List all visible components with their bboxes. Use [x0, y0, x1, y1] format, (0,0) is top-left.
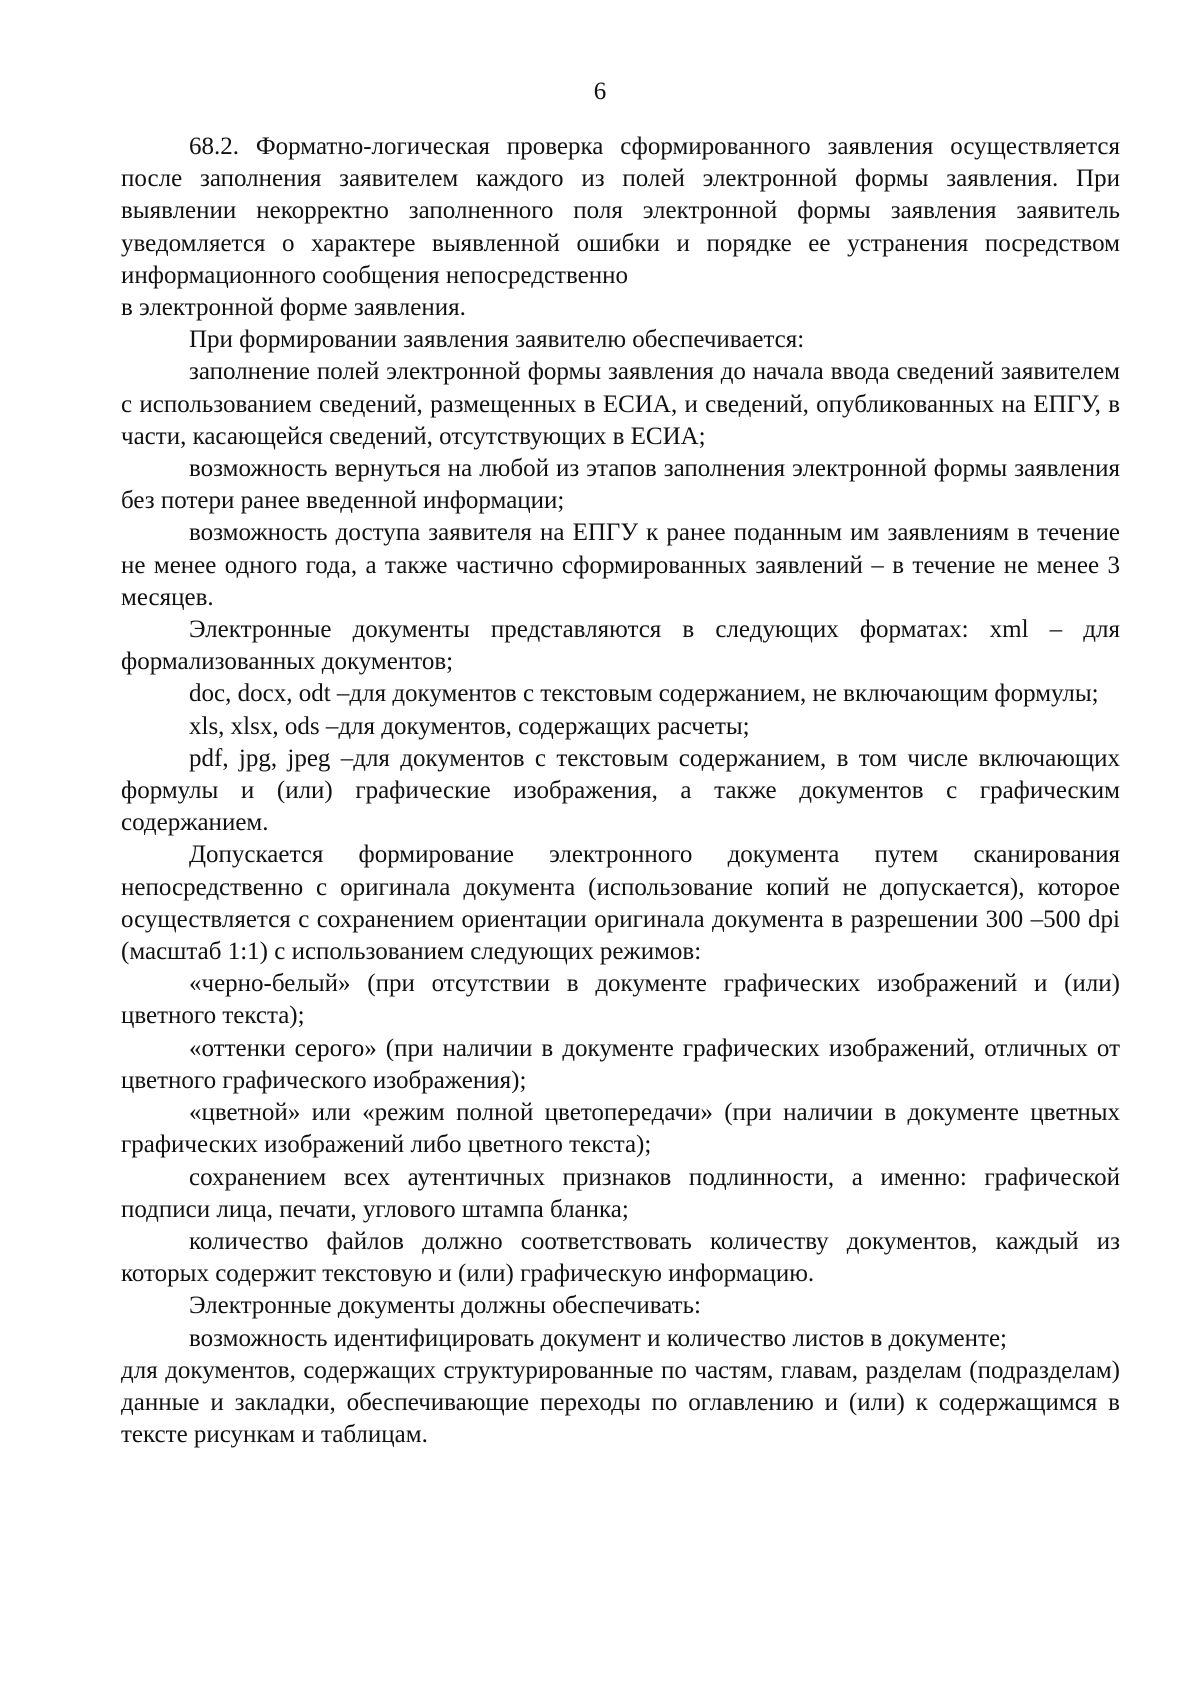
- paragraph-access-to-applications: возможность доступа заявителя на ЕПГУ к ранее поданным им заявлениям в течение не менее одного года, а также частично сформированных заявлений – в течение не менее 3 месяцев.: [121, 519, 1120, 611]
- paragraph-formats-doc: doc, docx, odt –для документов с текстовым содержанием, не включающим формулы;: [189, 680, 1099, 708]
- paragraph-documents-must: Электронные документы должны обеспечивать:: [189, 1292, 701, 1320]
- paragraph-field-autofill: заполнение полей электронной формы заявления до начала ввода сведений заявителем с использованием сведений, размещенных в ЕСИА, и сведений, опубликованных на ЕПГУ, в части, касающейся сведений, отсутствующих в ЕСИА;: [121, 358, 1120, 450]
- paragraph-application-forming: При формировании заявления заявителю обеспечивается:: [189, 326, 805, 354]
- document-body: [121, 131, 1120, 1451]
- page-number: 6: [593, 78, 607, 105]
- paragraph-file-count: количество файлов должно соответствовать количеству документов, каждый из которых содержит текстовую и (или) графическую информацию.: [121, 1227, 1120, 1288]
- paragraph-structured-documents: для документов, содержащих структурированные по частям, главам, разделам (подразделам) данные и закладки, обеспечивающие переходы по оглавлению и (или) к содержащимся в тексте рисункам и таблицам.: [121, 1356, 1120, 1449]
- paragraph-scanning: Допускается формирование электронного документа путем сканирования непосредственно с оригинала документа (использование копий не допускается), которое осуществляется с сохранением ориентации оригинала документа в разрешении 300 –500 dpi (масштаб 1:1) с использованием следующих режимов:: [121, 841, 1120, 966]
- paragraph-authenticity: сохранением всех аутентичных признаков подлинности, а именно: графической подписи лица, печати, углового штампа бланка;: [121, 1163, 1120, 1223]
- paragraph-formats-xls: xls, xlsx, ods –для документов, содержащих расчеты;: [189, 712, 750, 740]
- paragraph-identify-document: возможность идентифицировать документ и количество листов в документе;: [189, 1324, 1007, 1352]
- paragraph-continuation: в электронной форме заявления.: [121, 294, 466, 322]
- paragraph-mode-color: «цветной» или «режим полной цветопередачи» (при наличии в документе цветных графических изображений либо цветного текста);: [121, 1099, 1120, 1159]
- paragraph-mode-black-white: «черно-белый» (при отсутствии в документе графических изображений и (или) цветного текста);: [121, 970, 1120, 1030]
- paragraph-68-2: 68.2. Форматно-логическая проверка сформированного заявления осуществляется после заполнения заявителем каждого из полей электронной формы заявления. При выявлении некорректно заполненного поля электронной формы заявления заявитель уведомляется о характере выявленной ошибки и порядке ее устранения посредством информационного сообщения непосредственно: [121, 133, 1120, 289]
- paragraph-mode-grayscale: «оттенки серого» (при наличии в документе графических изображений, отличных от цветного графического изображения);: [121, 1034, 1120, 1094]
- paragraph-formats-pdf: pdf, jpg, jpeg –для документов с текстовым содержанием, в том числе включающих формулы и (или) графические изображения, а также документов с графическим содержанием.: [121, 744, 1120, 837]
- paragraph-return-to-step: возможность вернуться на любой из этапов заполнения электронной формы заявления без потери ранее введенной информации;: [121, 455, 1120, 515]
- paragraph-formats-xml: Электронные документы представляются в следующих форматах: xml – для формализованных документов;: [121, 616, 1120, 676]
